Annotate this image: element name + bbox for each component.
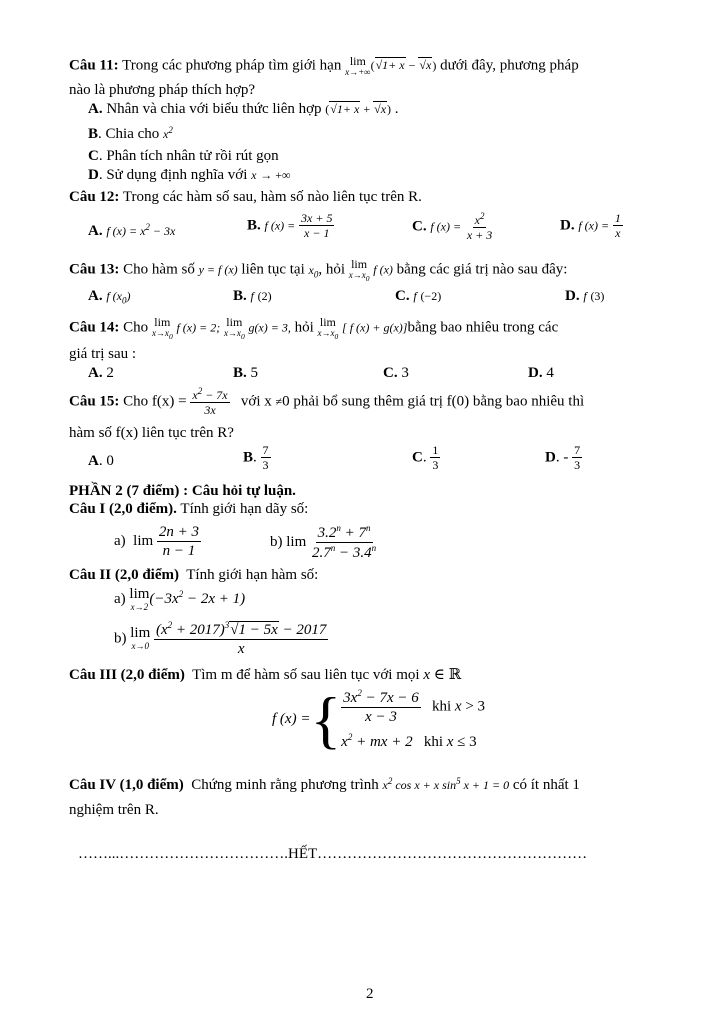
q15-option-c: C. $\frac{1}{3}$ bbox=[412, 443, 439, 473]
q12-stem: Câu 12: Trong các hàm số sau, hàm số nào liên tục trên R. bbox=[69, 189, 422, 205]
q15-option-b: B. $\frac{7}{3}$ bbox=[243, 443, 269, 473]
q15-stem: Câu 15: Cho f(x) = $\frac{x^2 - 7x}{3x}$ với x ≠0 phải bổ sung thêm giá trị f(0) bằng bao nhiêu thì bbox=[69, 386, 585, 418]
q13-option-d: D. f (3) bbox=[565, 288, 605, 304]
q14-option-b: B. 5 bbox=[233, 365, 259, 381]
part2-heading: PHẦN 2 (7 điểm) : Câu hỏi tự luận. bbox=[69, 483, 296, 499]
q14-option-c: C. 3 bbox=[383, 365, 409, 381]
cau-i-a: a) lim $\frac{2n + 3}{n - 1}$ bbox=[114, 524, 200, 559]
q11-option-c: C. Phân tích nhân tử rồi rút gọn bbox=[88, 148, 279, 164]
q12-option-d: D. f (x) = $\frac{1}{x}$ bbox=[560, 211, 621, 241]
q14-line2: giá trị sau : bbox=[69, 346, 137, 362]
cau-iv-line2: nghiệm trên R. bbox=[69, 802, 159, 818]
cau-i-b: b) lim $\frac{3.2^n + 7^n}{2.7^n - 3.4^n}$ bbox=[270, 523, 377, 561]
cau-ii-a: a) lim x→2 $(-3x^2 - 2x + 1)$ bbox=[114, 586, 246, 612]
cau-ii-stem: Câu II (2,0 điểm) Tính giới hạn hàm số: bbox=[69, 567, 319, 583]
q13-option-a: A. f $(x_0)$ bbox=[88, 288, 131, 306]
cau-iii-function: f (x) = { $\frac{3x^2 - 7x - 6}{x - 3}$ khi x > 3 $x^2$ + mx + 2 khi x ≤ 3 bbox=[272, 684, 486, 755]
cau-i-stem: Câu I (2,0 điểm). Tính giới hạn dãy số: bbox=[69, 501, 309, 517]
q11-line2: nào là phương pháp thích hợp? bbox=[69, 82, 256, 98]
q11-option-b: B. Chia cho $x^2$ bbox=[88, 125, 173, 142]
page-number: 2 bbox=[366, 986, 374, 1002]
q14-stem: Câu 14: Cho lim $x\to x_0$ f (x) = 2; lim $x\to x_0$ g(x) = 3, hỏi lim $x\to x_0$ [ f (x) + g(x)]bằng bao nhiêu trong các bbox=[69, 315, 559, 341]
cau-ii-b: b) lim x→0 $\frac{(x^2 + 2017)^3√1 - 5x - 2017}{x}$ bbox=[114, 620, 327, 657]
q15-option-d: D. - $\frac{7}{3}$ bbox=[545, 443, 581, 473]
q12-option-a: A. f $(x) = x^2 - 3x$ bbox=[88, 222, 176, 239]
q11-option-a: A. Nhân và chia với biểu thức liên hợp (√1+ x + √x) . bbox=[88, 101, 399, 117]
q15-line2: hàm số f(x) liên tục trên R? bbox=[69, 425, 234, 441]
q11-option-d: D. Sử dụng định nghĩa với x → +∞ bbox=[88, 167, 291, 183]
q12-option-b: B. f (x) = $\frac{3x + 5}{x - 1}$ bbox=[247, 211, 333, 241]
end-marker: ……...…………………………….HẾT……………………………………………… bbox=[78, 846, 588, 862]
cau-iv-stem: Câu IV (1,0 điểm) Chứng minh rằng phương trình $x^2$ cos x + x $\sin^5 x + 1 = 0$ có ít nhất 1 bbox=[69, 776, 580, 793]
q13-option-c: C. f (−2) bbox=[395, 288, 442, 304]
q15-option-a: A. 0 bbox=[88, 453, 114, 469]
q12-option-c: C. f (x) = $\frac{x^2}{x + 3}$ bbox=[412, 211, 493, 243]
cau-iii-stem: Câu III (2,0 điểm) Tìm m để hàm số sau liên tục với mọi x ∈ ℝ bbox=[69, 667, 462, 683]
q11-limit: lim x→+∞ bbox=[345, 54, 371, 77]
q14-option-a: A. 2 bbox=[88, 365, 114, 381]
q14-option-d: D. 4 bbox=[528, 365, 554, 381]
q13-option-b: B. f (2) bbox=[233, 288, 272, 304]
q11-stem: Câu 11: Trong các phương pháp tìm giới hạn lim x→+∞ (√1+ x − √x) dưới đây, phương pháp bbox=[69, 54, 579, 77]
q13-stem: Câu 13: Cho hàm số y = f (x) liên tục tại $x_0$, hỏi lim $x\to x_0$ f (x) bằng các giá trị nào sau đây: bbox=[69, 257, 568, 283]
